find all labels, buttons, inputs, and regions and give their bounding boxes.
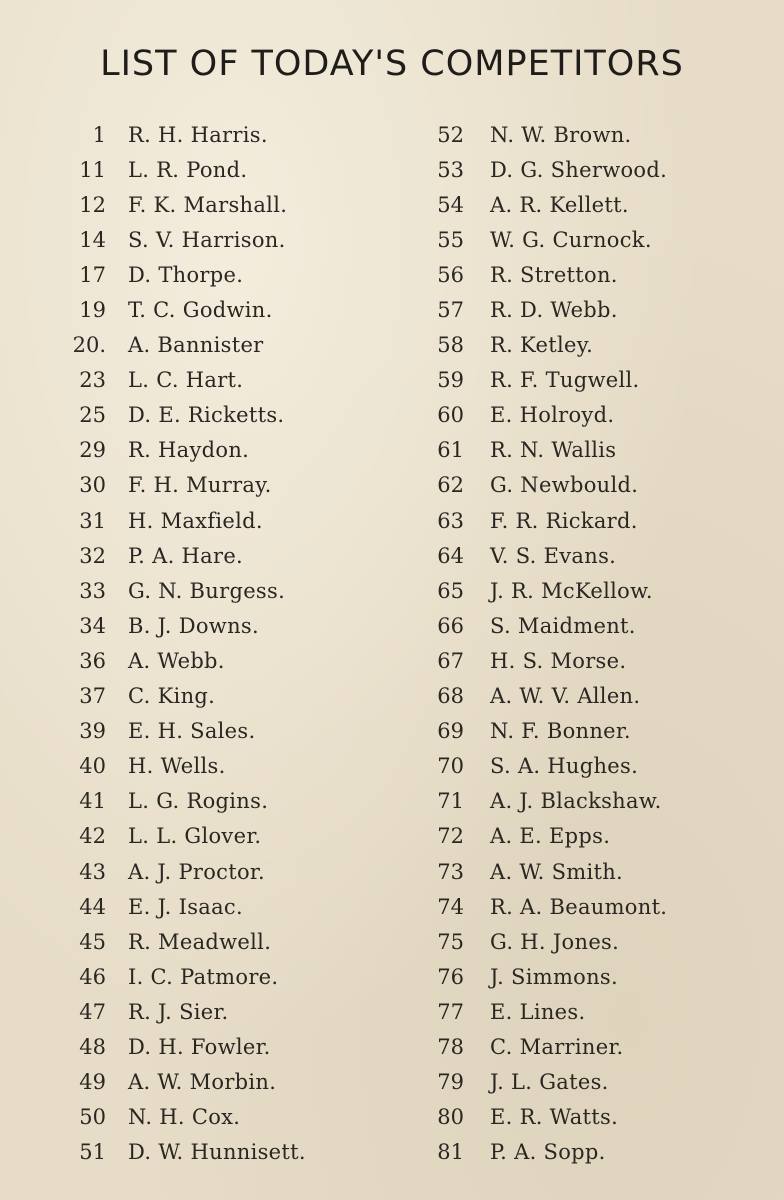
competitor-number: 53	[437, 157, 464, 182]
competitor-name: E. Lines.	[490, 999, 586, 1024]
competitor-number: 49	[79, 1070, 106, 1095]
competitor-name: L. G. Rogins.	[128, 789, 269, 814]
competitor-row	[418, 328, 748, 363]
competitor-name: F. K. Marshall.	[128, 192, 288, 217]
competitor-row	[418, 994, 748, 1029]
competitor-row	[60, 714, 390, 749]
competitor-row	[60, 679, 390, 714]
competitor-row	[418, 1100, 748, 1135]
page-title: LIST OF TODAY'S COMPETITORS	[100, 44, 684, 84]
competitor-number: 51	[79, 1140, 106, 1165]
competitor-row	[60, 1100, 390, 1135]
competitor-number: 60	[437, 403, 464, 428]
competitor-row	[418, 679, 748, 714]
competitor-number: 40	[79, 754, 106, 779]
competitor-row	[418, 854, 748, 889]
competitor-name: F. R. Rickard.	[490, 508, 638, 533]
competitor-number: 72	[437, 824, 464, 849]
competitor-number: 23	[79, 368, 106, 393]
competitor-row	[418, 784, 748, 819]
competitor-number: 14	[79, 227, 106, 252]
competitor-number: 57	[437, 298, 464, 323]
competitor-name: E. Holroyd.	[490, 403, 615, 428]
competitor-number: 44	[79, 894, 106, 919]
competitor-row	[60, 503, 390, 538]
competitor-number: 43	[79, 859, 106, 884]
competitor-name: B. J. Downs.	[128, 613, 259, 638]
competitor-row	[60, 959, 390, 994]
competitor-number: 66	[437, 613, 464, 638]
competitor-row	[60, 819, 390, 854]
competitor-name: N. W. Brown.	[490, 122, 632, 147]
competitor-row	[60, 292, 390, 327]
competitor-row	[60, 749, 390, 784]
competitor-row	[418, 152, 748, 187]
competitor-number: 67	[437, 648, 464, 673]
competitor-row	[60, 1029, 390, 1064]
competitor-row	[418, 503, 748, 538]
competitor-row	[60, 854, 390, 889]
competitor-number: 79	[437, 1070, 464, 1095]
competitors-right-column	[418, 117, 748, 1170]
competitor-number: 80	[437, 1105, 464, 1130]
competitor-name: D. W. Hunnisett.	[128, 1140, 306, 1165]
competitor-name: R. A. Beaumont.	[490, 894, 668, 919]
competitor-name: R. H. Harris.	[128, 122, 268, 147]
competitor-name: R. F. Tugwell.	[490, 368, 640, 393]
competitor-row	[418, 363, 748, 398]
competitor-name: F. H. Murray.	[128, 473, 272, 498]
competitor-number: 20.	[72, 333, 106, 358]
competitor-row	[60, 784, 390, 819]
competitor-name: D. Thorpe.	[128, 262, 244, 287]
competitor-name: W. G. Curnock.	[490, 227, 652, 252]
competitor-row	[60, 398, 390, 433]
competitor-name: R. Stretton.	[490, 262, 618, 287]
competitor-number: 42	[79, 824, 106, 849]
competitor-row	[418, 1029, 748, 1064]
competitor-number: 39	[79, 719, 106, 744]
competitor-name: A. W. Smith.	[490, 859, 624, 884]
competitor-number: 46	[79, 964, 106, 989]
competitor-row	[418, 924, 748, 959]
competitor-row	[418, 187, 748, 222]
competitor-name: D. G. Sherwood.	[490, 157, 668, 182]
competitor-name: S. A. Hughes.	[490, 754, 639, 779]
competitor-row	[418, 257, 748, 292]
competitor-row	[60, 1065, 390, 1100]
competitor-row	[60, 433, 390, 468]
competitor-name: R. D. Webb.	[490, 298, 618, 323]
competitor-row	[418, 959, 748, 994]
competitor-row	[60, 889, 390, 924]
competitor-name: E. J. Isaac.	[128, 894, 243, 919]
competitor-number: 62	[437, 473, 464, 498]
competitor-name: R. Ketley.	[490, 333, 594, 358]
competitor-number: 47	[79, 999, 106, 1024]
competitor-row	[418, 433, 748, 468]
competitor-name: D. E. Ricketts.	[128, 403, 285, 428]
competitor-number: 33	[79, 578, 106, 603]
competitor-number: 48	[79, 1034, 106, 1059]
competitor-row	[60, 363, 390, 398]
competitor-name: J. R. McKellow.	[490, 578, 653, 603]
competitor-row	[60, 573, 390, 608]
competitor-name: G. N. Burgess.	[128, 578, 286, 603]
competitor-number: 65	[437, 578, 464, 603]
competitor-number: 63	[437, 508, 464, 533]
competitor-name: H. Maxfield.	[128, 508, 263, 533]
competitor-number: 54	[437, 192, 464, 217]
competitor-number: 74	[437, 894, 464, 919]
competitor-row	[418, 398, 748, 433]
competitor-name: J. L. Gates.	[490, 1070, 609, 1095]
competitor-name: G. H. Jones.	[490, 929, 620, 954]
competitor-name: T. C. Godwin.	[128, 298, 273, 323]
competitor-number: 36	[79, 648, 106, 673]
competitor-name: S. Maidment.	[490, 613, 636, 638]
competitor-number: 61	[437, 438, 464, 463]
competitor-number: 52	[437, 122, 464, 147]
competitor-row	[418, 1135, 748, 1170]
competitor-row	[418, 608, 748, 643]
competitor-number: 78	[437, 1034, 464, 1059]
competitor-number: 59	[437, 368, 464, 393]
competitor-row	[418, 573, 748, 608]
competitor-name: A. Webb.	[128, 648, 225, 673]
competitor-number: 56	[437, 262, 464, 287]
competitor-row	[60, 117, 390, 152]
competitor-number: 32	[79, 543, 106, 568]
competitor-name: J. Simmons.	[490, 964, 618, 989]
competitor-number: 29	[79, 438, 106, 463]
competitor-name: G. Newbould.	[490, 473, 639, 498]
competitor-name: L. L. Glover.	[128, 824, 262, 849]
competitor-row	[60, 257, 390, 292]
competitor-number: 45	[79, 929, 106, 954]
competitor-number: 81	[437, 1140, 464, 1165]
competitor-number: 64	[437, 543, 464, 568]
competitor-number: 17	[79, 262, 106, 287]
competitor-name: A. J. Blackshaw.	[490, 789, 662, 814]
competitor-number: 71	[437, 789, 464, 814]
competitor-name: E. H. Sales.	[128, 719, 256, 744]
competitor-row	[60, 468, 390, 503]
competitor-row	[418, 889, 748, 924]
competitor-row	[418, 117, 748, 152]
competitor-number: 76	[437, 964, 464, 989]
competitors-left-column	[60, 117, 390, 1170]
competitor-row	[60, 608, 390, 643]
competitor-number: 69	[437, 719, 464, 744]
competitor-name: R. Meadwell.	[128, 929, 272, 954]
competitor-number: 19	[79, 298, 106, 323]
competitor-row	[60, 222, 390, 257]
competitor-row	[60, 643, 390, 678]
competitor-row	[418, 749, 748, 784]
competitor-name: P. A. Hare.	[128, 543, 244, 568]
competitor-row	[60, 994, 390, 1029]
competitor-number: 58	[437, 333, 464, 358]
competitor-row	[418, 292, 748, 327]
competitor-number: 77	[437, 999, 464, 1024]
competitor-name: C. Marriner.	[490, 1034, 624, 1059]
competitor-number: 41	[79, 789, 106, 814]
competitor-name: A. W. Morbin.	[128, 1070, 277, 1095]
competitor-name: L. C. Hart.	[128, 368, 244, 393]
competitor-name: D. H. Fowler.	[128, 1034, 271, 1059]
competitor-name: N. F. Bonner.	[490, 719, 631, 744]
competitor-row	[418, 222, 748, 257]
competitor-number: 34	[79, 613, 106, 638]
competitor-name: A. E. Epps.	[490, 824, 611, 849]
competitor-number: 30	[79, 473, 106, 498]
competitor-number: 73	[437, 859, 464, 884]
competitor-number: 70	[437, 754, 464, 779]
competitor-number: 55	[437, 227, 464, 252]
competitor-number: 1	[92, 122, 106, 147]
competitor-number: 25	[79, 403, 106, 428]
competitor-row	[418, 468, 748, 503]
competitor-row	[418, 643, 748, 678]
competitor-row	[60, 187, 390, 222]
competitor-name: E. R. Watts.	[490, 1105, 619, 1130]
competitor-name: P. A. Sopp.	[490, 1140, 606, 1165]
competitor-row	[418, 819, 748, 854]
competitor-name: L. R. Pond.	[128, 157, 248, 182]
competitor-name: R. Haydon.	[128, 438, 250, 463]
competitor-number: 37	[79, 684, 106, 709]
competitor-name: C. King.	[128, 684, 216, 709]
competitor-row	[60, 924, 390, 959]
competitor-number: 12	[79, 192, 106, 217]
competitor-name: R. J. Sier.	[128, 999, 229, 1024]
competitor-name: N. H. Cox.	[128, 1105, 241, 1130]
competitor-row	[418, 1065, 748, 1100]
competitor-name: R. N. Wallis	[490, 438, 617, 463]
competitor-row	[418, 714, 748, 749]
competitor-row	[60, 328, 390, 363]
competitor-name: V. S. Evans.	[490, 543, 617, 568]
competitor-number: 11	[79, 157, 106, 182]
competitor-row	[60, 538, 390, 573]
competitor-name: A. W. V. Allen.	[490, 684, 641, 709]
competitor-number: 31	[79, 508, 106, 533]
competitor-number: 75	[437, 929, 464, 954]
competitor-name: A. R. Kellett.	[490, 192, 629, 217]
competitor-name: H. S. Morse.	[490, 648, 627, 673]
competitor-number: 50	[79, 1105, 106, 1130]
competitor-row	[60, 152, 390, 187]
competitor-name: A. Bannister	[128, 333, 264, 358]
competitor-name: A. J. Proctor.	[128, 859, 265, 884]
competitor-name: S. V. Harrison.	[128, 227, 286, 252]
competitor-number: 68	[437, 684, 464, 709]
competitor-name: I. C. Patmore.	[128, 964, 279, 989]
competitor-row	[418, 538, 748, 573]
competitor-row	[60, 1135, 390, 1170]
competitor-name: H. Wells.	[128, 754, 226, 779]
